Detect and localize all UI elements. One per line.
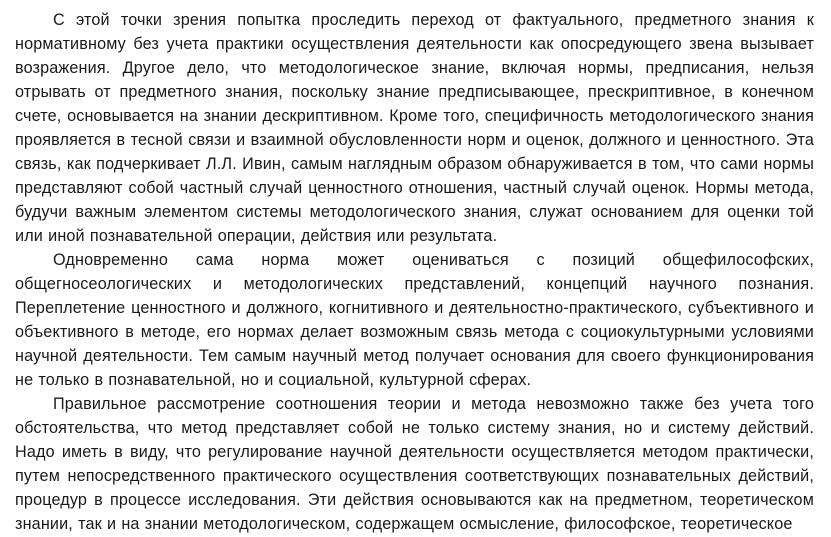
paragraph-2: Одновременно сама норма может оцениваться с позиций общефилософских, общегносеологических и методологических представлений, концепций научного познания. Переплетение ценностного и должного, когнитивного и деятельностно-практического, субъективного и объективного в методе, его нормах делает возможным связь метода с социокультурными условиями научной деятельности. Тем самым научный метод получает основания для своего функционирования не только в познавательной, но и социальной, культурной сферах.	[15, 251, 814, 389]
document-page	[15, 8, 814, 536]
paragraph-1: С этой точки зрения попытка проследить переход от фактуального, предметного знания к нормативному без учета практики осуществления деятельности как опосредующего звена вызывает возражения. Другое дело, что методологическое знание, включая нормы, предписания, нельзя отрывать от предметного знания, поскольку знание предписывающее, прескриптивное, в конечном счете, основывается на знании дескриптивном. Кроме того, специфичность методологического знания проявляется в тесной связи и взаимной обусловленности норм и оценок, должного и ценностного. Эта связь, как подчеркивает Л.Л. Ивин, самым наглядным образом обнаруживается в том, что сами нормы представляют собой частный случай ценностного отношения, частный случай оценок. Нормы метода, будучи важным элементом системы методологического знания, служат основанием для оценки той или иной познавательной операции, действия или результата.	[15, 11, 814, 245]
paragraph-3: Правильное рассмотрение соотношения теории и метода невозможно также без учета того обстоятельства, что метод представляет собой не только систему знания, но и систему действий. Надо иметь в виду, что регулирование научной деятельности осуществляется методом практически, путем непосредственного практического осуществления соответствующих познавательных действий, процедур в процессе исследования. Эти действия основываются как на предметном, теоретическом знании, так и на знании методологическом, содержащем осмысление, философское, теоретическое	[15, 395, 814, 533]
